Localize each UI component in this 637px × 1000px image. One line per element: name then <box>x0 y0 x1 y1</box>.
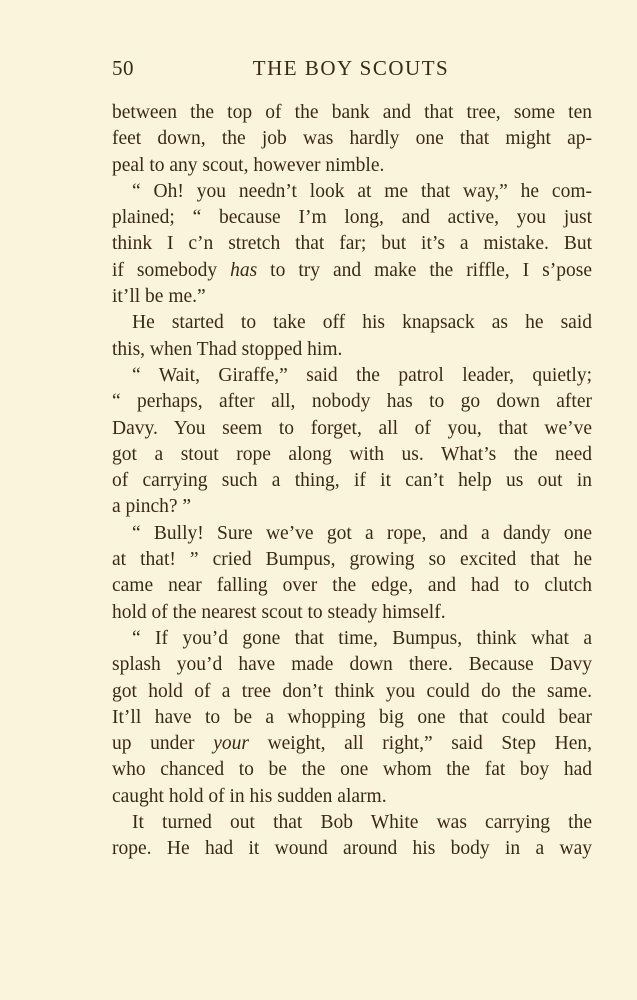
text-line: He started to take off his knapsack as he said <box>132 312 592 334</box>
text-segment: up under <box>112 733 214 755</box>
text-line: “ Wait, Giraffe,” said the patrol leader, quietly; <box>132 364 592 386</box>
text-line: rope. He had it wound around his body in a way <box>112 838 592 860</box>
text-line: this, when Thad stopped him. <box>112 338 343 360</box>
text-line: between the top of the bank and that tree, some ten <box>112 102 592 123</box>
text-line: “ perhaps, after all, nobody has to go down after <box>112 391 592 413</box>
text-line: It turned out that Bob White was carrying the <box>132 812 592 834</box>
text-line: “ If you’d gone that time, Bumpus, think what a <box>132 627 592 649</box>
text-line: hold of the nearest scout to steady himself. <box>112 601 446 623</box>
body-text <box>112 100 592 863</box>
text-line: at that! ” cried Bumpus, growing so excited that he <box>112 549 592 571</box>
italic-emphasis: has <box>230 259 258 281</box>
text-segment: if somebody <box>112 259 231 281</box>
text-line: who chanced to be the one whom the fat boy had <box>112 759 592 781</box>
running-head <box>112 56 590 86</box>
text-line <box>112 258 592 284</box>
text-line: splash you’d have made down there. Because Davy <box>112 654 592 676</box>
text-line: came near falling over the edge, and had to clutch <box>112 575 592 597</box>
text-line: got a stout rope along with us. What’s the need <box>112 443 592 465</box>
text-line: plained; “ because I’m long, and active, you just <box>112 207 592 229</box>
italic-emphasis: your <box>213 733 249 755</box>
text-line: peal to any scout, however nimble. <box>112 154 385 176</box>
page-number: 50 <box>112 56 134 80</box>
text-line: caught hold of in his sudden alarm. <box>112 785 387 807</box>
text-line: it’ll be me.” <box>112 286 206 308</box>
book-title: THE BOY SCOUTS <box>252 56 450 80</box>
text-line: “ Bully! Sure we’ve got a rope, and a dandy one <box>132 522 592 544</box>
text-line: Davy. You seem to forget, all of you, that we’ve <box>112 417 592 439</box>
text-segment: to try and make the riffle, I s’pose <box>257 259 592 281</box>
text-line: It’ll have to be a whopping big one that could bear <box>112 706 592 728</box>
text-segment: weight, all right,” said Step Hen, <box>248 733 592 755</box>
text-line: got hold of a tree don’t think you could do the same. <box>112 680 592 702</box>
text-line: a pinch? ” <box>112 496 192 518</box>
text-line: think I c’n stretch that far; but it’s a mistake. But <box>112 233 592 255</box>
text-line: “ Oh! you needn’t look at me that way,” he com- <box>132 180 592 202</box>
text-line <box>112 731 592 757</box>
text-line: of carrying such a thing, if it can’t help us out in <box>112 470 592 492</box>
text-line: feet down, the job was hardly one that might ap- <box>112 128 592 150</box>
